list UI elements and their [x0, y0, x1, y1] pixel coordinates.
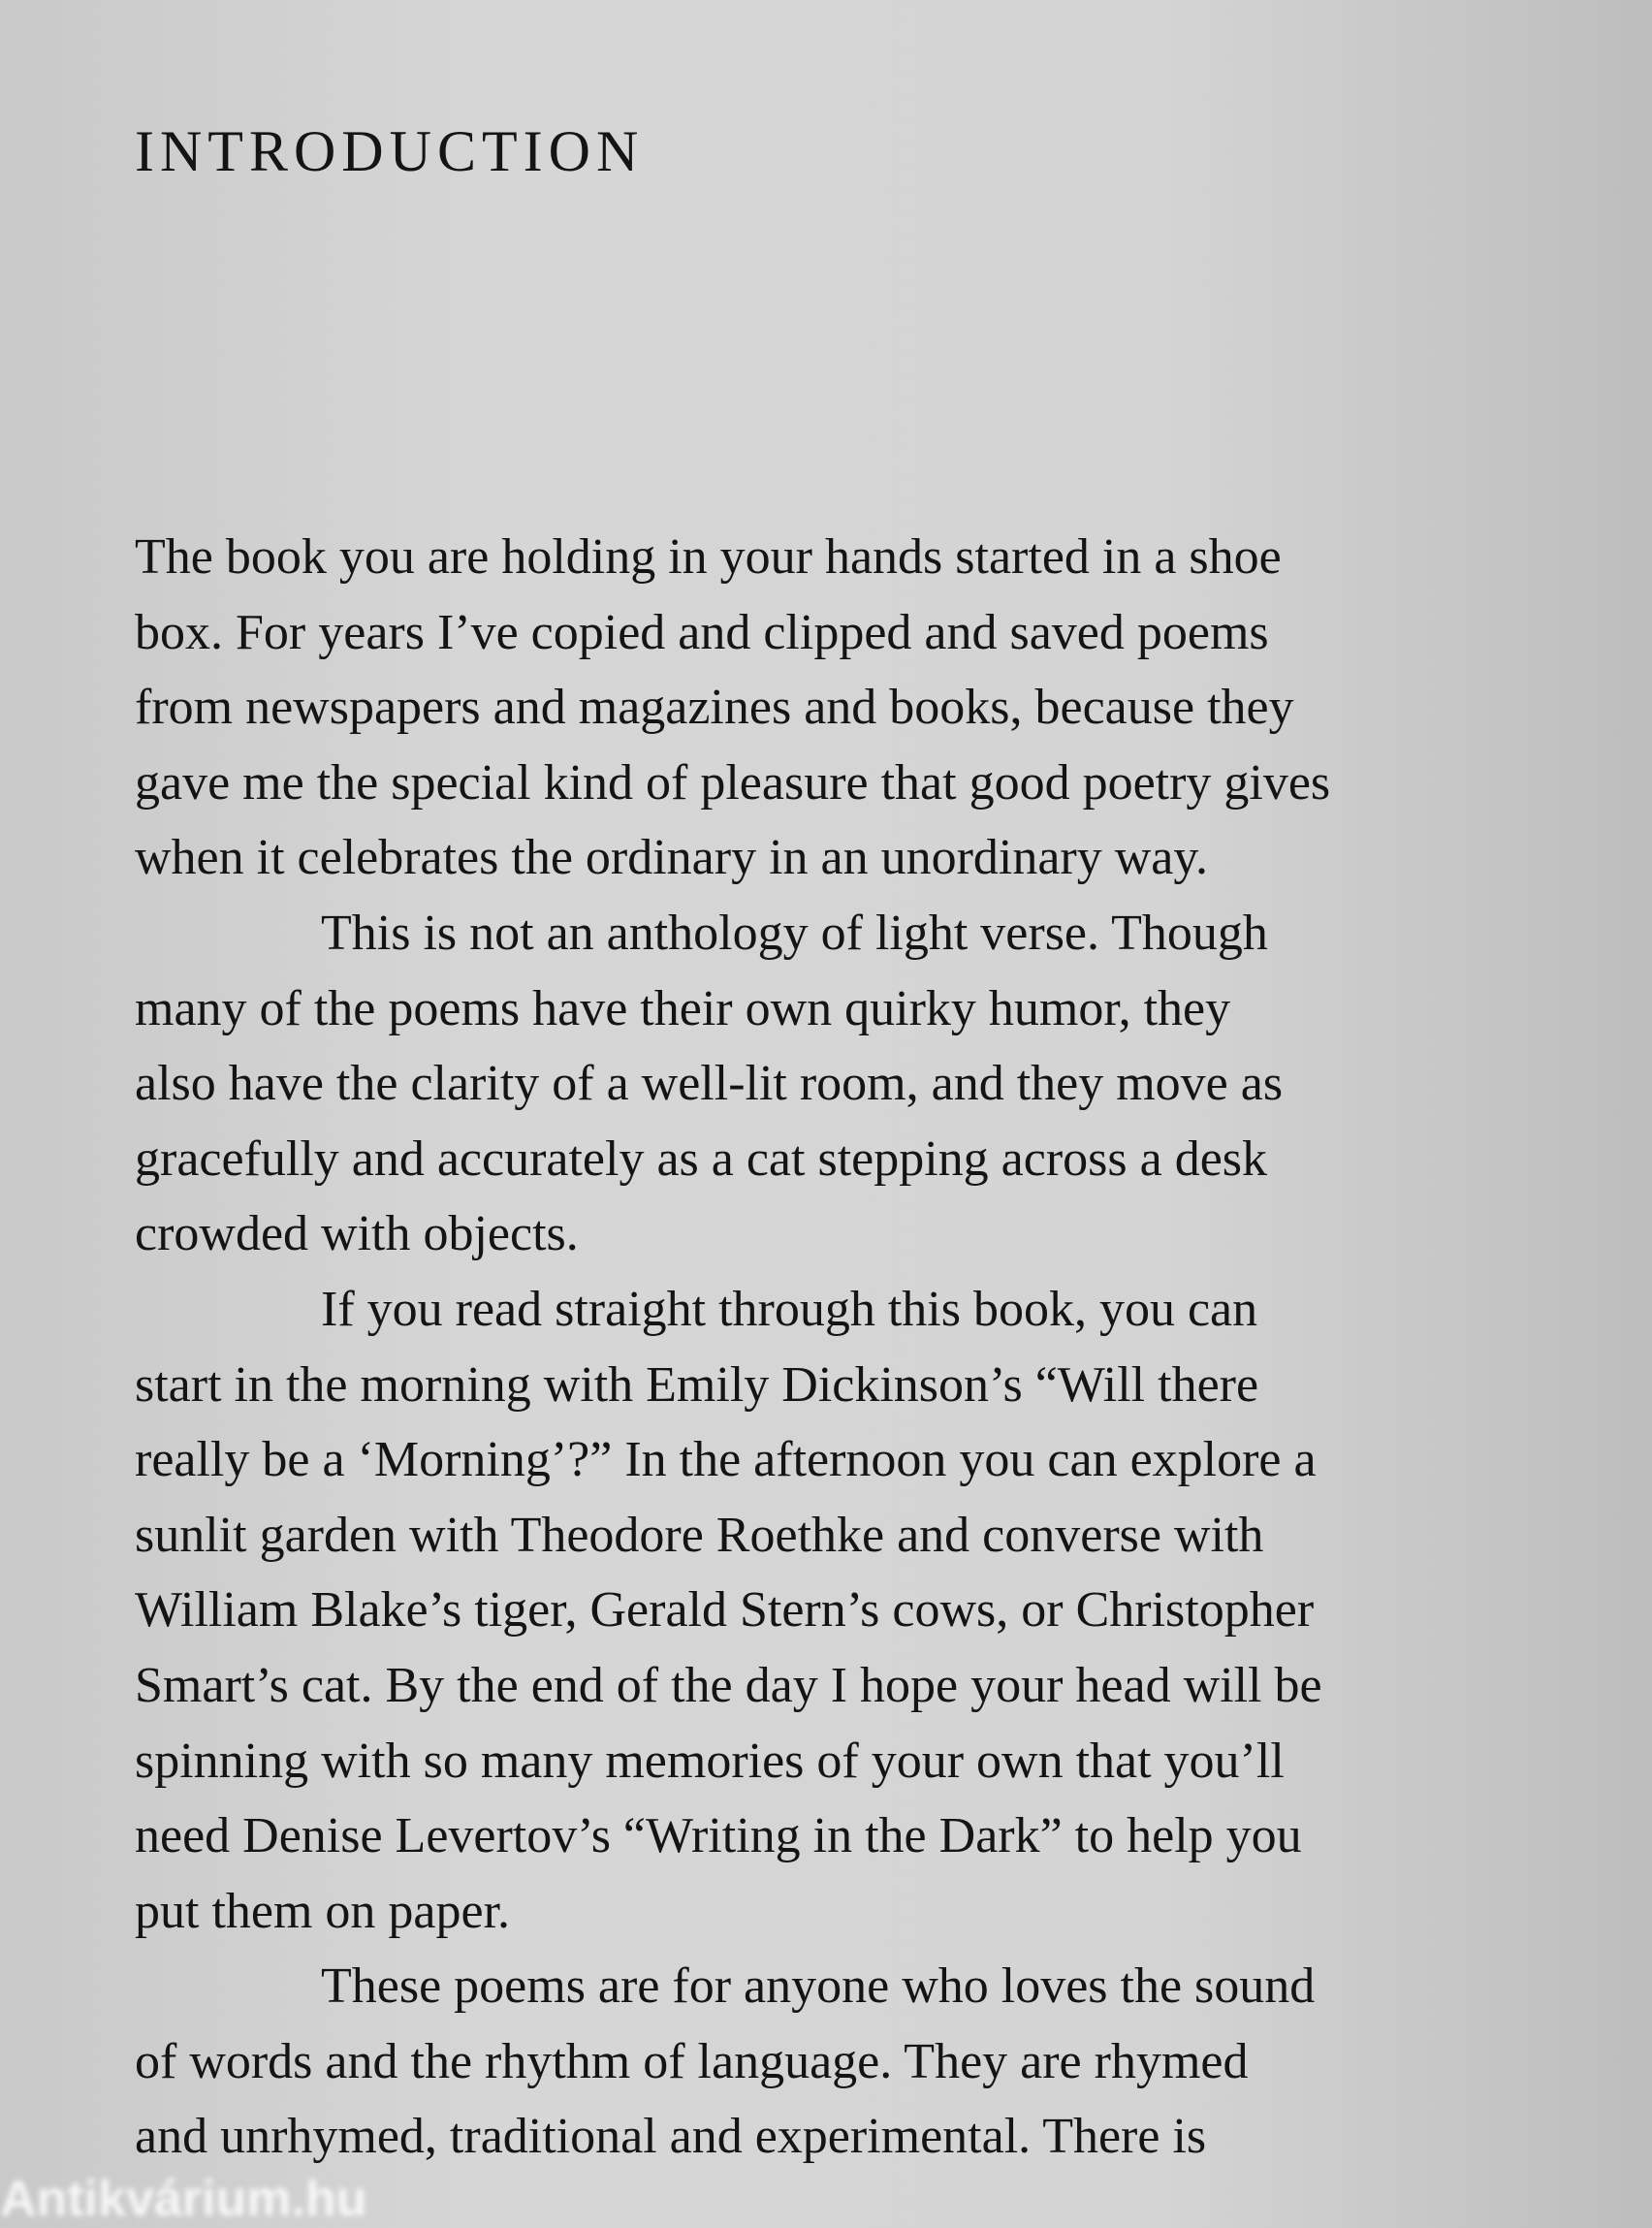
- text-line: put them on paper.: [135, 1883, 511, 1939]
- text-line: These poems are for anyone who loves the sound: [321, 1958, 1316, 2015]
- text-line: need Denise Levertov’s “Writing in the Dark” to help you: [135, 1808, 1302, 1864]
- text-line: gave me the special kind of pleasure that good poetry gives: [135, 754, 1331, 811]
- watermark: Antikvárium.hu: [0, 2171, 367, 2227]
- text-line: from newspapers and magazines and books, because they: [135, 680, 1294, 736]
- text-line: also have the clarity of a well-lit room, and they move as: [135, 1056, 1284, 1112]
- text-line: box. For years I’ve copied and clipped and saved poems: [135, 604, 1269, 660]
- text-line: when it celebrates the ordinary in an unordinary way.: [135, 830, 1209, 886]
- page-heading: INTRODUCTION: [135, 119, 645, 184]
- text-line: sunlit garden with Theodore Roethke and converse with: [135, 1507, 1264, 1563]
- text-line: If you read straight through this book, you can: [321, 1281, 1258, 1337]
- text-line: of words and the rhythm of language. They are rhymed: [135, 2033, 1249, 2089]
- text-line: crowded with objects.: [135, 1206, 579, 1262]
- text-line: gracefully and accurately as a cat stepping across a desk: [135, 1130, 1268, 1187]
- text-line: and unrhymed, traditional and experimental. There is: [135, 2109, 1207, 2165]
- text-line: William Blake’s tiger, Gerald Stern’s cows, or Christopher: [135, 1582, 1315, 1639]
- text-line: many of the poems have their own quirky humor, they: [135, 980, 1231, 1036]
- text-line: start in the morning with Emily Dickinson’s “Will there: [135, 1356, 1259, 1413]
- text-line: Smart’s cat. By the end of the day I hope your head will be: [135, 1657, 1322, 1713]
- body-text: [135, 520, 1511, 2175]
- text-line: really be a ‘Morning’?” In the afternoon you can explore a: [135, 1432, 1317, 1488]
- text-line: The book you are holding in your hands started in a shoe: [135, 529, 1282, 585]
- text-line: spinning with so many memories of your own that you’ll: [135, 1733, 1285, 1789]
- text-line: This is not an anthology of light verse. Though: [321, 905, 1268, 961]
